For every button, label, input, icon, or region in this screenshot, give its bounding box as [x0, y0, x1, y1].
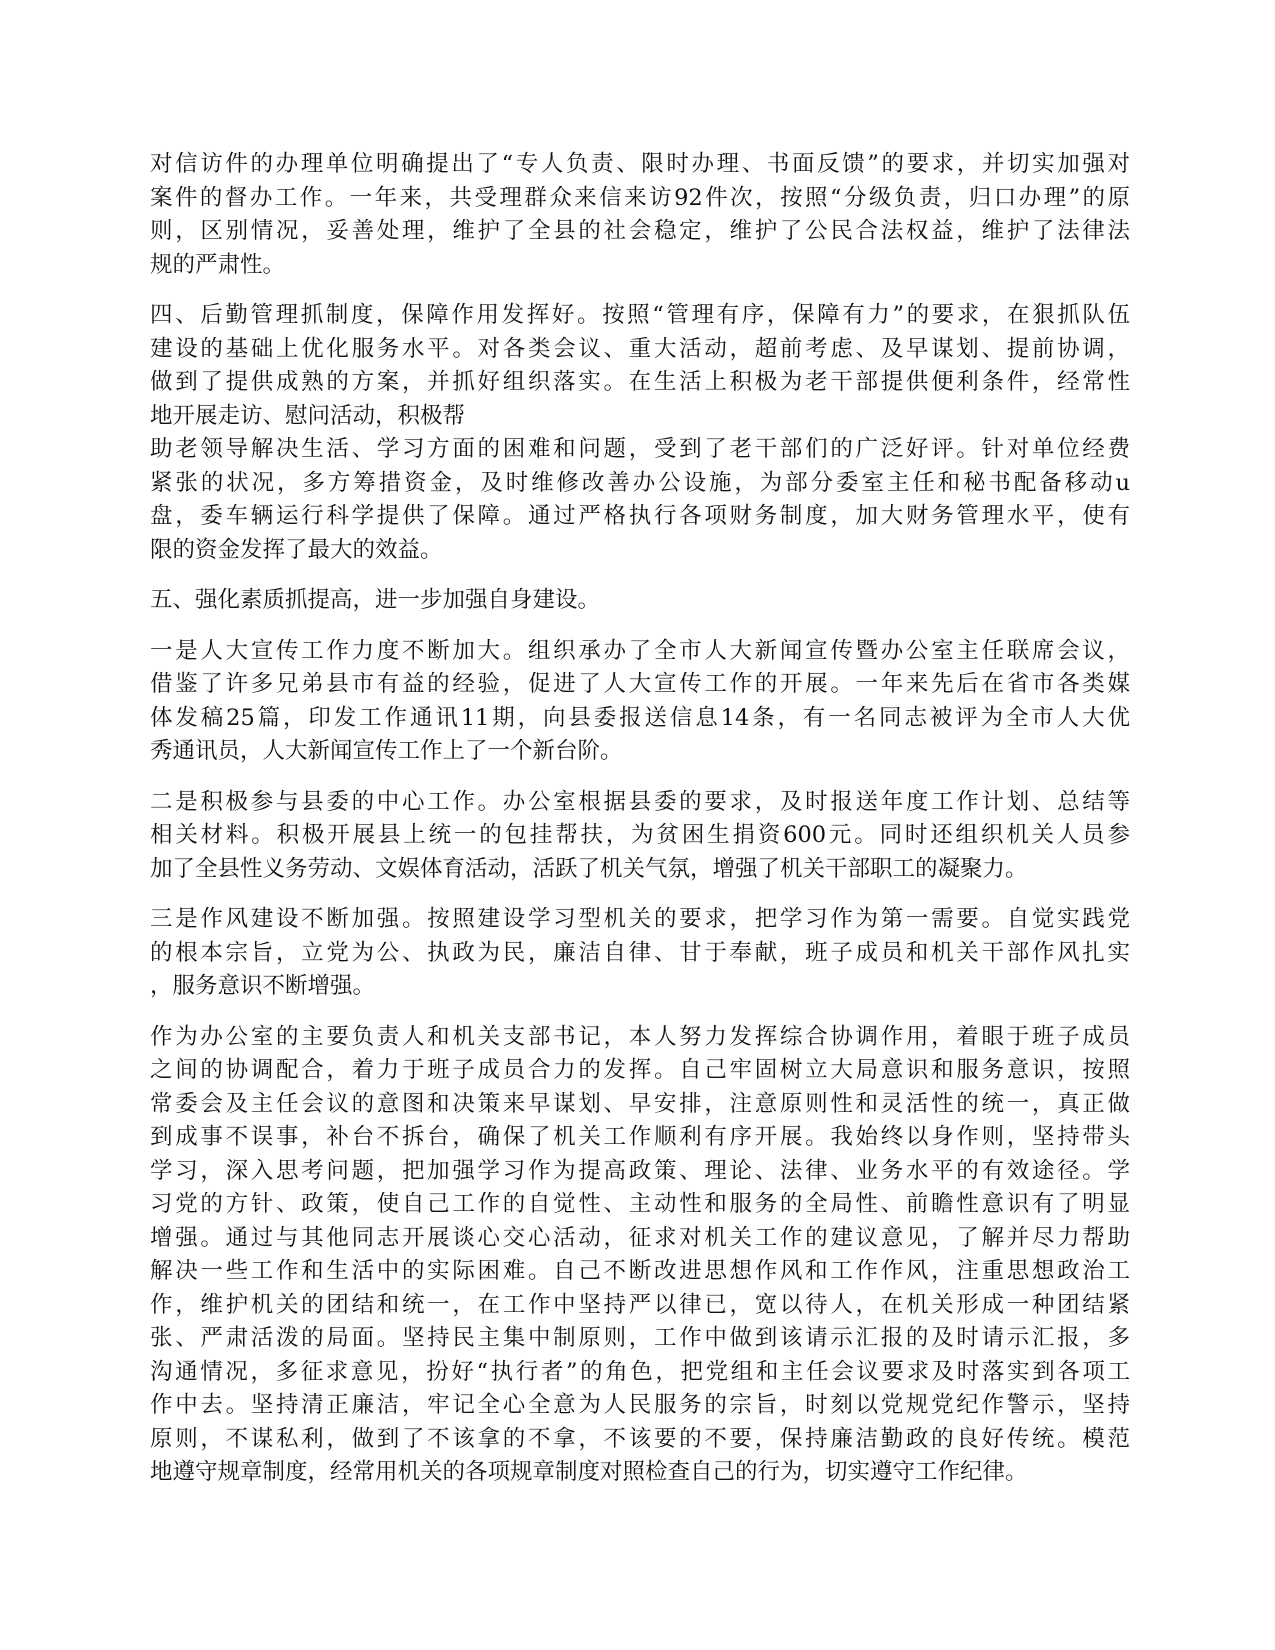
text-line: 三是作风建设不断加强。按照建设学习型机关的要求，把学习作为第一需要。自觉实践党 [150, 906, 1130, 932]
text-line: 常委会及主任会议的意图和决策来早谋划、早安排，注意原则性和灵活性的统一，真正做 [150, 1090, 1130, 1117]
text-line: 规的严肃性。 [150, 251, 286, 278]
paragraph-personal-summary [150, 1021, 1130, 1490]
text-line: 紧张的状况，多方筹措资金，及时维修改善办公设施，为部分委室主任和秘书配备移动u [150, 469, 1130, 496]
text-line: 盘，委车辆运行科学提供了保障。通过严格执行各项财务制度，加大财务管理水平，使有 [150, 503, 1130, 529]
text-line: 案件的督办工作。一年来，共受理群众来信来访92件次，按照“分级负责，归口办理”的原 [150, 184, 1130, 211]
paragraph-central-work [150, 786, 1130, 887]
text-line: 五、强化素质抓提高，进一步加强自身建设。 [150, 587, 601, 613]
text-line: 助老领导解决生活、学习方面的困难和问题，受到了老干部们的广泛好评。针对单位经费 [150, 436, 1130, 462]
text-line: 之间的协调配合，着力于班子成员合力的发挥。自己牢固树立大局意识和服务意识，按照 [150, 1057, 1130, 1083]
text-line: 作，维护机关的团结和统一，在工作中坚持严以律已，宽以待人，在机关形成一种团结紧 [150, 1291, 1130, 1318]
paragraph-logistics-management [150, 299, 1130, 567]
text-line: 则，区别情况，妥善处理，维护了全县的社会稳定，维护了公民合法权益，维护了法律法 [150, 218, 1130, 244]
text-line: 体发稿25篇，印发工作通讯11期，向县委报送信息14条，有一名同志被评为全市人大优 [150, 704, 1130, 731]
text-line: 借鉴了许多兄弟县市有益的经验，促进了人大宣传工作的开展。一年来先后在省市各类媒 [150, 671, 1130, 697]
text-line: 学习，深入思考问题，把加强学习作为提高政策、理论、法律、业务水平的有效途径。学 [150, 1157, 1130, 1184]
text-line: 解决一些工作和生活中的实际困难。自己不断改进思想作风和工作作风，注重思想政治工 [150, 1258, 1130, 1284]
text-line: 的根本宗旨，立党为公、执政为民，廉洁自律、甘于奉献，班子成员和机关干部作风扎实 [150, 939, 1130, 966]
text-line: 相关材料。积极开展县上统一的包挂帮扶，为贫困生捐资600元。同时还组织机关人员参 [150, 822, 1130, 848]
text-line: 张、严肃活泼的局面。坚持民主集中制原则，工作中做到该请示汇报的及时请示汇报，多 [150, 1325, 1130, 1351]
text-line: 原则，不谋私利，做到了不该拿的不拿，不该要的不要，保持廉洁勤政的良好传统。模范 [150, 1425, 1130, 1452]
text-line: 地开展走访、慰问活动，积极帮 [150, 402, 466, 429]
text-line: 作为办公室的主要负责人和机关支部书记，本人努力发挥综合协调作用，着眼于班子成员 [150, 1023, 1130, 1050]
text-line: 习党的方针、政策，使自己工作的自觉性、主动性和服务的全局性、前瞻性意识有了明显 [150, 1191, 1130, 1217]
text-line: 地遵守规章制度，经常用机关的各项规章制度对照检查自己的行为，切实遵守工作纪律。 [150, 1459, 1028, 1485]
text-line: 四、后勤管理抓制度，保障作用发挥好。按照“管理有序，保障有力”的要求，在狠抓队伍 [150, 302, 1130, 328]
text-line: 加了全县性义务劳动、文娱体育活动，活跃了机关气氛，增强了机关干部职工的凝聚力。 [150, 855, 1028, 882]
paragraph-work-style [150, 903, 1130, 1004]
text-line: 二是积极参与县委的中心工作。办公室根据县委的要求，及时报送年度工作计划、总结等 [150, 788, 1130, 815]
paragraph-section-heading [150, 584, 1130, 618]
text-line: 作中去。坚持清正廉洁，牢记全心全意为人民服务的宗旨，时刻以党规党纪作警示，坚持 [150, 1392, 1130, 1418]
text-line: 做到了提供成熟的方案，并抓好组织落实。在生活上积极为老干部提供便利条件，经常性 [150, 369, 1130, 395]
text-line: 增强。通过与其他同志开展谈心交心活动，征求对机关工作的建议意见，了解并尽力帮助 [150, 1224, 1130, 1251]
text-line: 限的资金发挥了最大的效益。 [150, 536, 443, 563]
paragraph-petition-handling [150, 148, 1130, 282]
text-line: 秀通讯员，人大新闻宣传工作上了一个新台阶。 [150, 738, 623, 764]
text-line: 对信访件的办理单位明确提出了“专人负责、限时办理、书面反馈”的要求，并切实加强对 [150, 151, 1130, 177]
paragraph-publicity-work [150, 635, 1130, 769]
text-line: 一是人大宣传工作力度不断加大。组织承办了全市人大新闻宣传暨办公室主任联席会议， [150, 637, 1130, 664]
text-line: 建设的基础上优化服务水平。对各类会议、重大活动，超前考虑、及早谋划、提前协调， [150, 335, 1130, 362]
text-line: 沟通情况，多征求意见，扮好“执行者”的角色，把党组和主任会议要求及时落实到各项工 [150, 1358, 1130, 1385]
text-line: 到成事不误事，补台不拆台，确保了机关工作顺利有序开展。我始终以身作则，坚持带头 [150, 1124, 1130, 1150]
text-line: ，服务意识不断增强。 [150, 973, 376, 999]
document-page [150, 148, 1130, 1507]
